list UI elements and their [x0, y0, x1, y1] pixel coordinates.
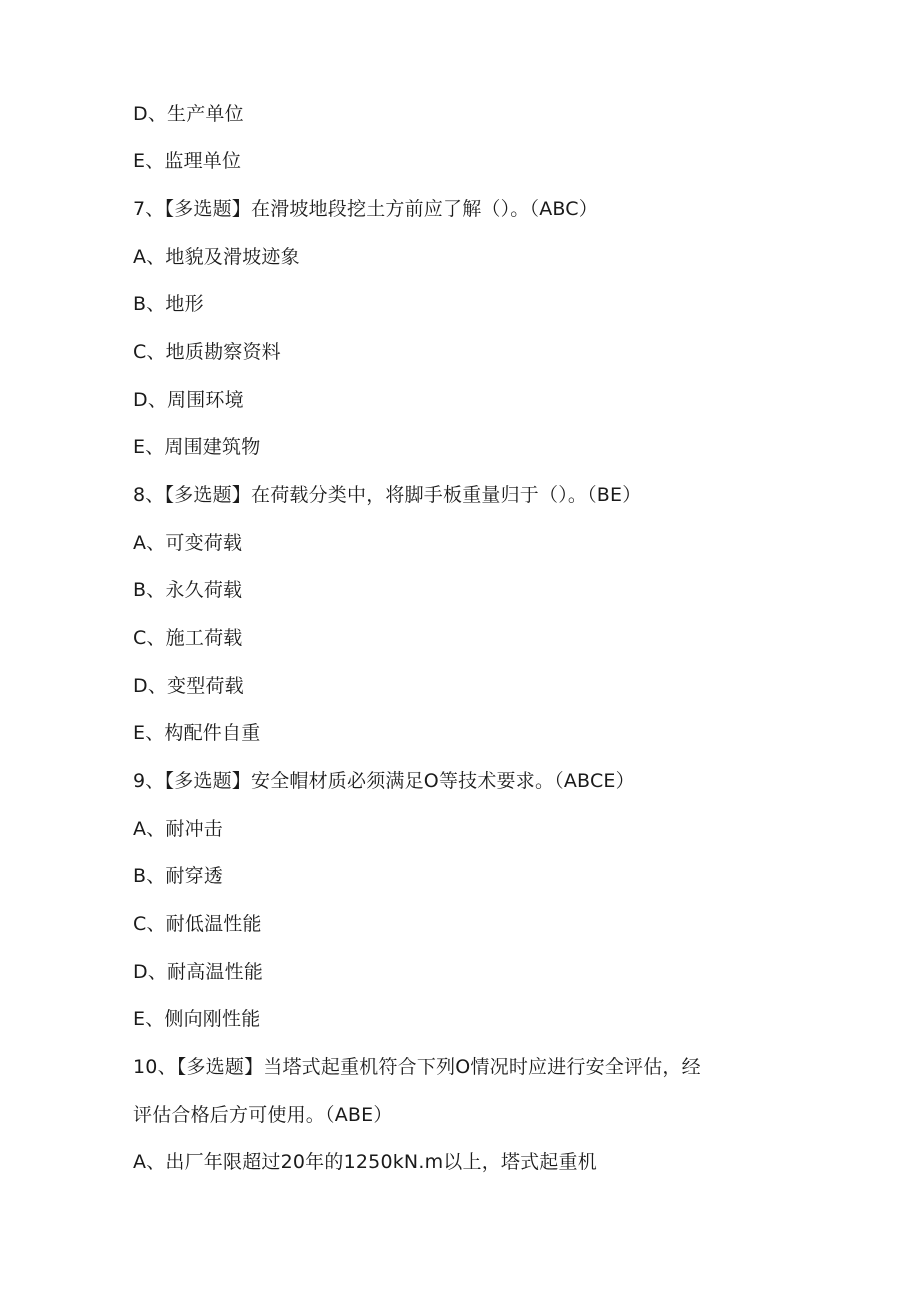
option-line: A、可变荷载	[133, 532, 243, 554]
question-line-continued: 评估合格后方可使用。（ABE）	[133, 1104, 393, 1126]
option-line: A、耐冲击	[133, 818, 223, 840]
option-line: C、施工荷载	[133, 627, 243, 649]
option-line: D、耐高温性能	[133, 961, 264, 983]
option-line: D、周围环境	[133, 389, 244, 411]
option-line: E、周围建筑物	[133, 436, 261, 458]
option-line: B、永久荷载	[133, 579, 243, 601]
option-line: E、构配件自重	[133, 722, 261, 744]
option-line: E、侧向刚性能	[133, 1008, 261, 1030]
question-line: 7、【多选题】在滑坡地段挖土方前应了解（）。（ABC）	[133, 198, 598, 220]
option-line: B、地形	[133, 293, 204, 315]
option-line: E、监理单位	[133, 150, 242, 172]
option-line: A、出厂年限超过20年的1250kN.m以上，塔式起重机	[133, 1151, 597, 1173]
option-line: D、变型荷载	[133, 675, 244, 697]
option-line: C、地质勘察资料	[133, 341, 281, 363]
option-line: B、耐穿透	[133, 865, 224, 887]
question-line: 9、【多选题】安全帽材质必须满足O等技术要求。（ABCE）	[133, 770, 635, 792]
question-line: 8、【多选题】在荷载分类中，将脚手板重量归于（）。（BE）	[133, 484, 642, 506]
option-line: D、生产单位	[133, 103, 244, 125]
question-line: 10、【多选题】当塔式起重机符合下列O情况时应进行安全评估，经	[133, 1056, 701, 1078]
option-line: C、耐低温性能	[133, 913, 262, 935]
option-line: A、地貌及滑坡迹象	[133, 246, 300, 268]
